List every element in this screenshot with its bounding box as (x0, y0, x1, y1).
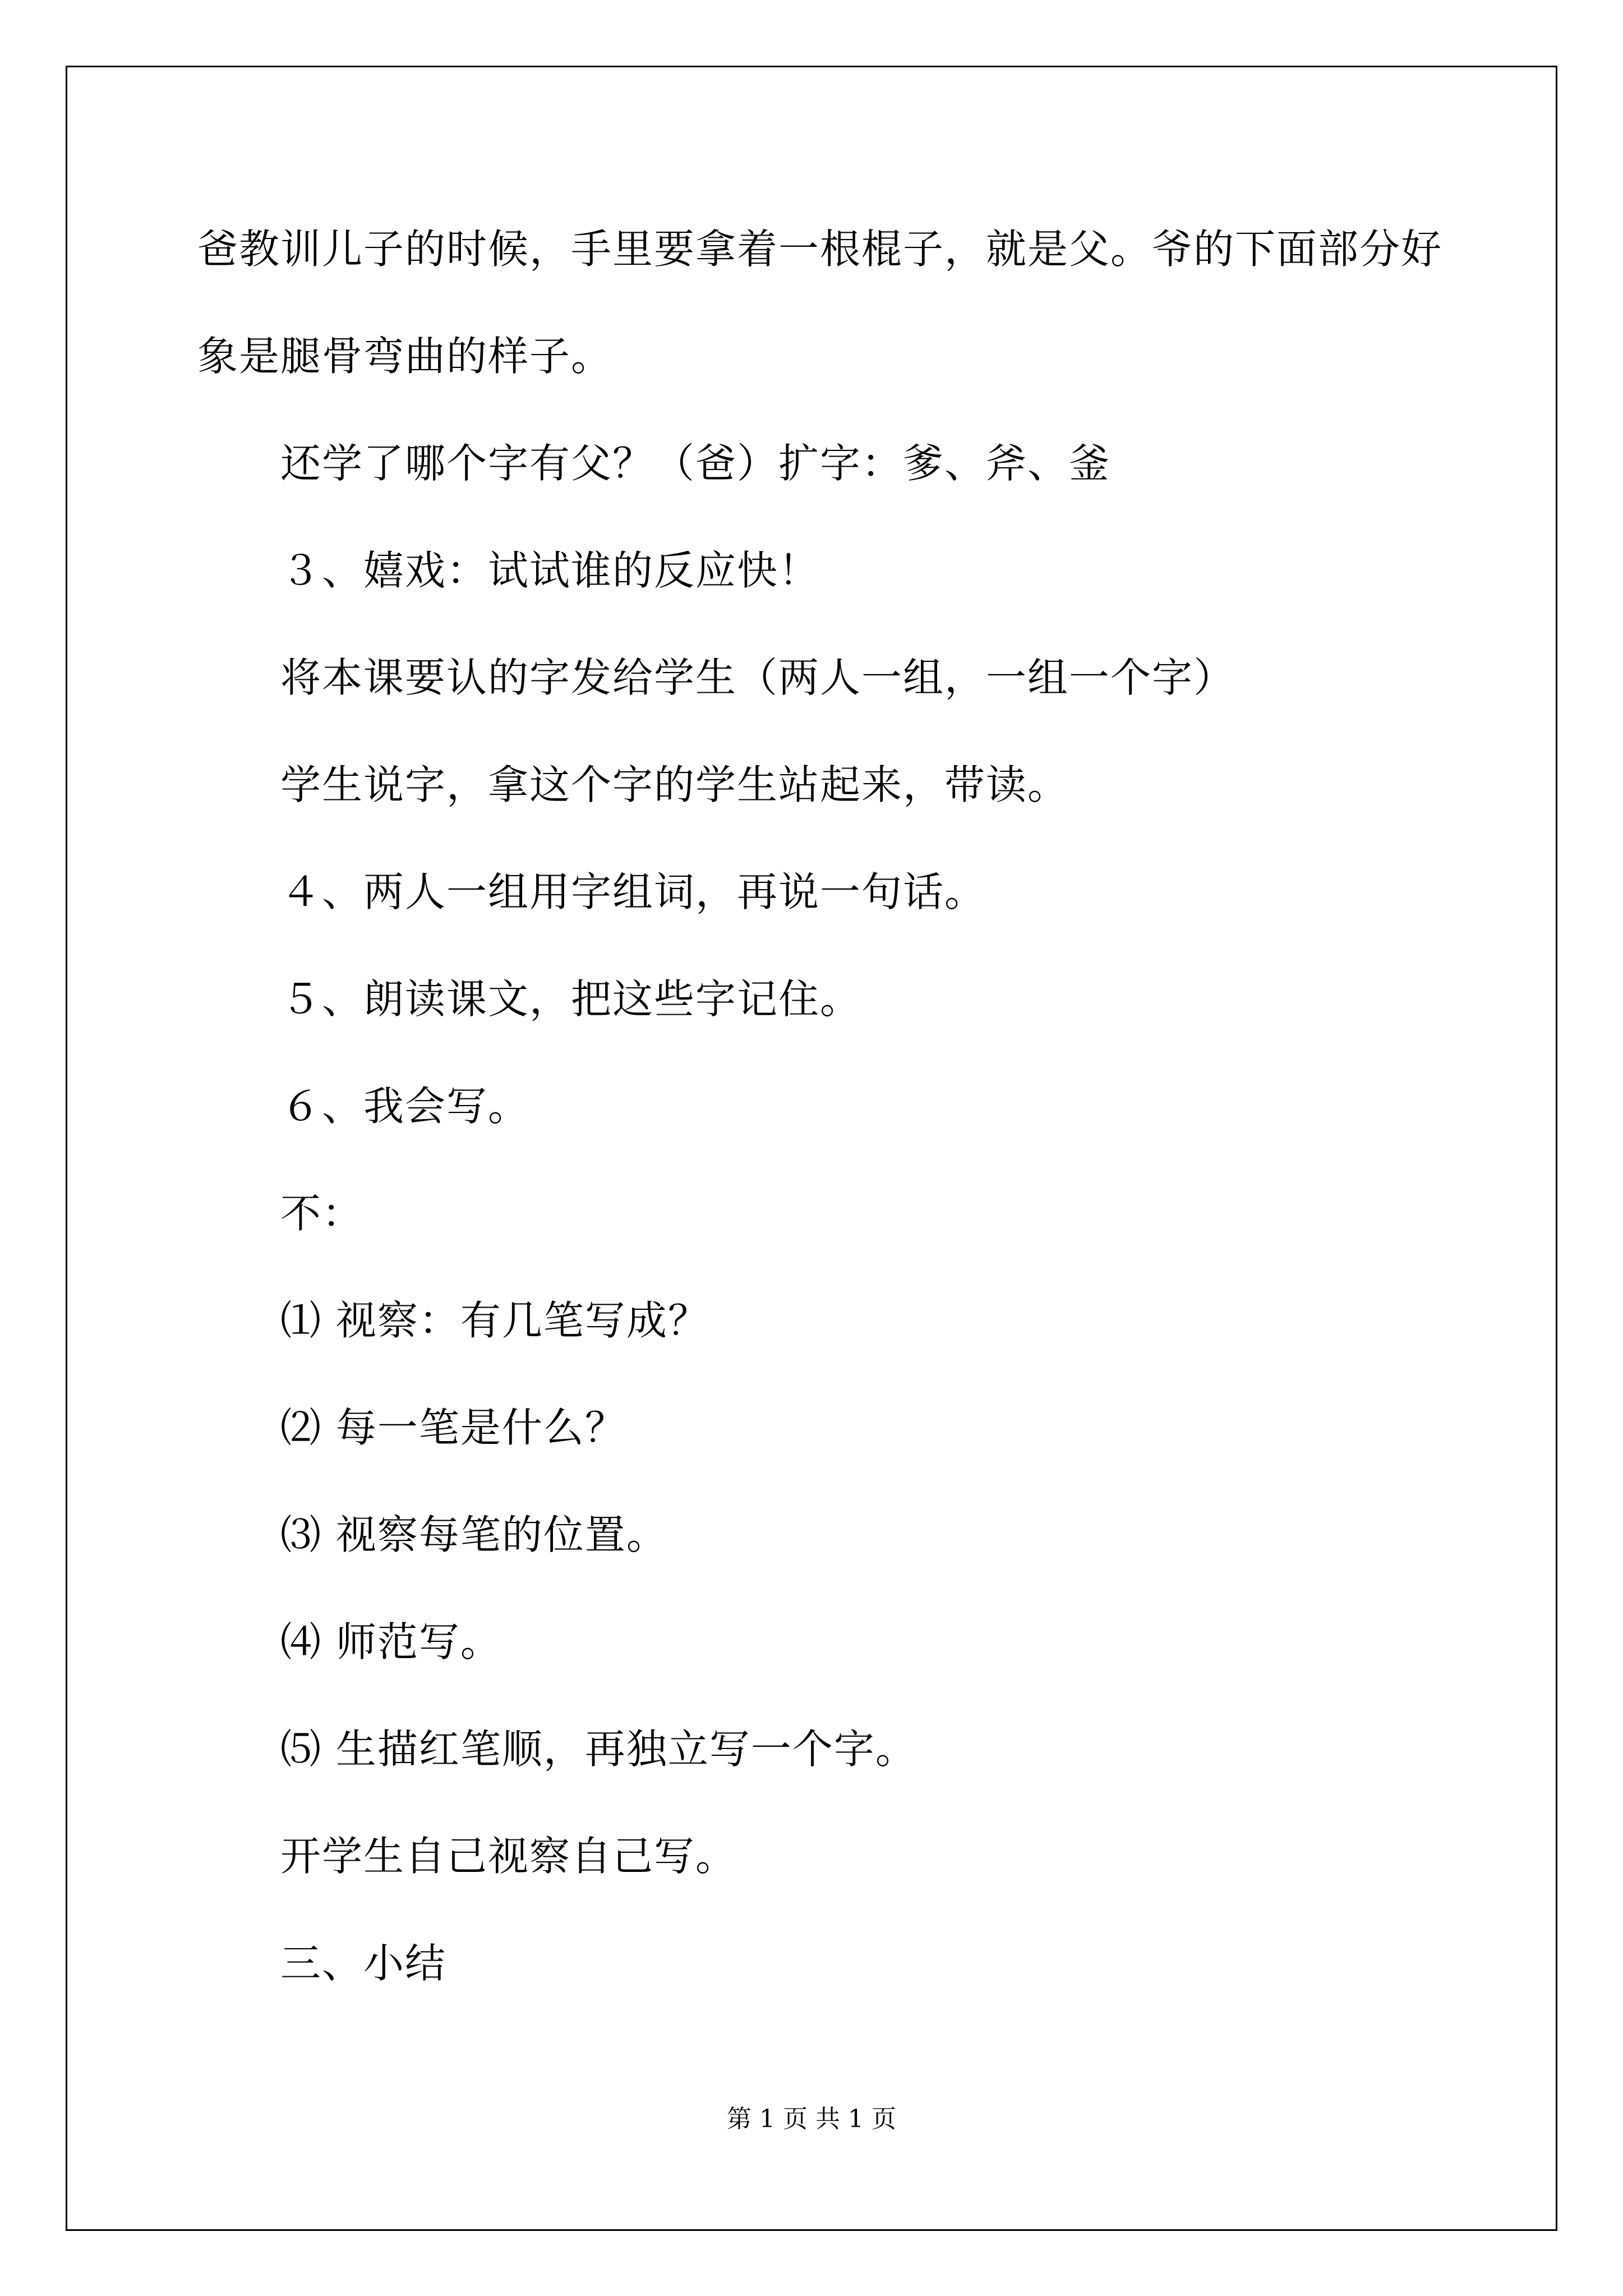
body-line-5: 将本课要认的字发给学生（两人一组，一组一个字） (280, 654, 1235, 701)
body-line-7: ４、两人一组用字组词，再说一句话。 (280, 868, 986, 915)
page-footer: 第 1 页 共 1 页 (727, 2105, 896, 2133)
body-line-16: 开学生自己视察自己写。 (280, 1833, 737, 1880)
body-line-13: ⑶ 视察每笔的位置。 (280, 1511, 668, 1558)
body-line-1: 爸教训儿子的时候，手里要拿着一根棍子，就是父。爷的下面部分好 (197, 226, 1443, 273)
body-line-4: ３、嬉戏：试试谁的反应快！ (280, 547, 820, 594)
body-line-2: 象是腿骨弯曲的样子。 (197, 333, 613, 380)
page-border (66, 66, 1557, 2231)
body-line-9: ６、我会写。 (280, 1083, 530, 1130)
body-line-14: ⑷ 师范写。 (280, 1618, 502, 1665)
body-line-12: ⑵ 每一笔是什么？ (280, 1404, 626, 1451)
body-line-11: ⑴ 视察：有几笔写成？ (280, 1297, 709, 1344)
body-line-8: ５、朗读课文，把这些字记住。 (280, 976, 862, 1023)
body-line-3: 还学了哪个字有父？（爸）扩字：爹、斧、釜 (280, 440, 1111, 487)
body-line-17: 三、小结 (280, 1940, 447, 1987)
body-line-15: ⑸ 生描红笔顺，再独立写一个字。 (280, 1726, 917, 1773)
body-line-10: 不： (280, 1190, 364, 1237)
body-line-6: 学生说字，拿这个字的学生站起来，带读。 (280, 761, 1069, 808)
